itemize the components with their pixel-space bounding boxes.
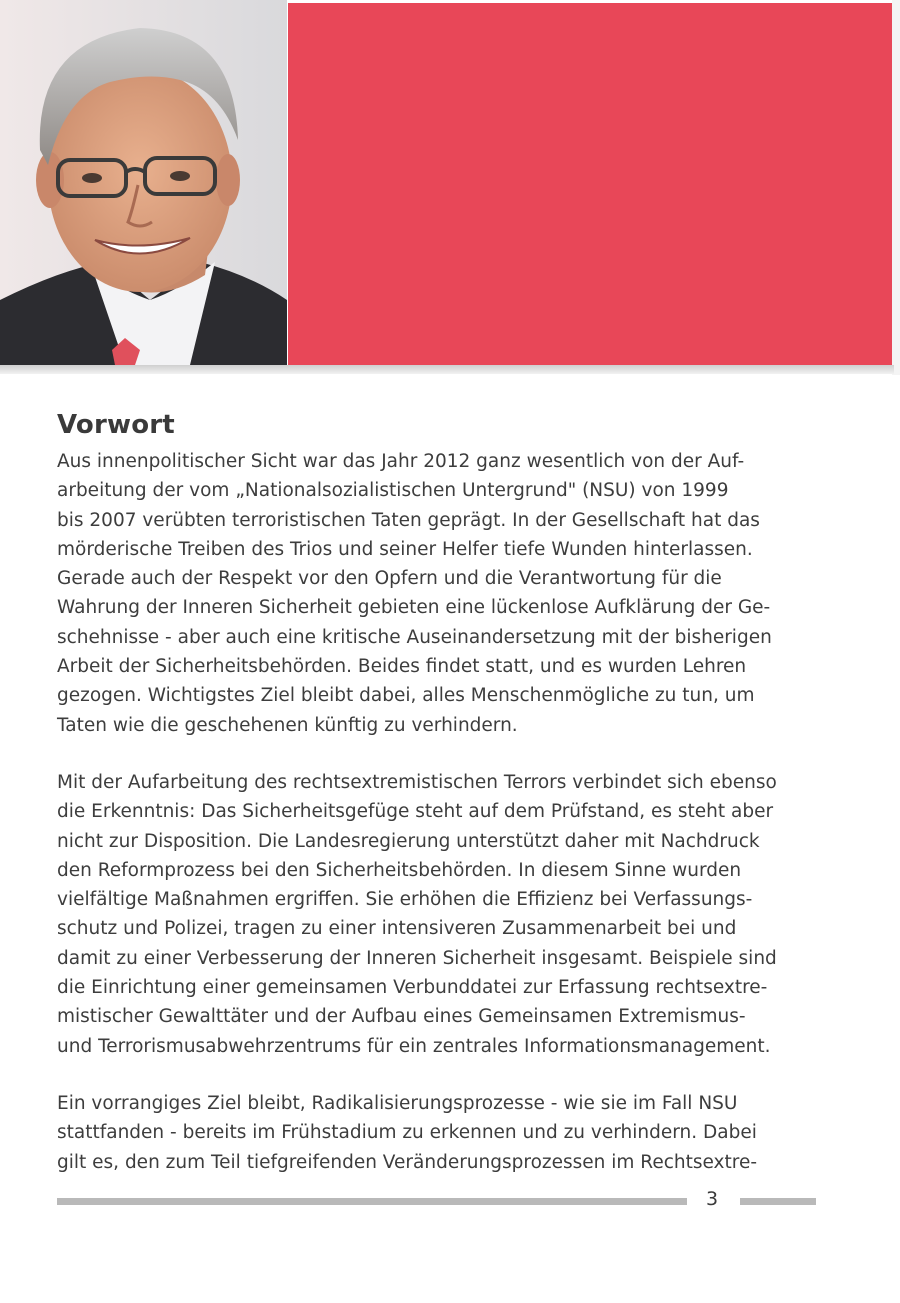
paragraph-2: [57, 768, 827, 1061]
footer-rule-right: [740, 1198, 816, 1205]
text-line: die Einrichtung einer gemeinsamen Verbunddatei zur Erfassung rechtsextre-: [57, 977, 768, 999]
text-line: bis 2007 verübten terroristischen Taten geprägt. In der Gesellschaft hat das: [57, 509, 760, 531]
text-line: vielfältige Maßnahmen ergriffen. Sie erhöhen die Effizienz bei Verfassungs-: [57, 889, 753, 911]
text-line: die Erkenntnis: Das Sicherheitsgefüge steht auf dem Prüfstand, es steht aber: [57, 801, 774, 823]
text-line: mistischer Gewalttäter und der Aufbau eines Gemeinsamen Extremismus-: [57, 1006, 746, 1028]
text-line: Arbeit der Sicherheitsbehörden. Beides findet statt, und es wurden Lehren: [57, 656, 747, 678]
page-number: 3: [705, 1188, 719, 1210]
text-line: arbeitung der vom „Nationalsozialistischen Untergrund" (NSU) von 1999: [57, 480, 729, 502]
text-line: den Reformprozess bei den Sicherheitsbehörden. In diesem Sinne wurden: [57, 859, 742, 881]
text-line: Gerade auch der Respekt vor den Opfern und die Verantwortung für die: [57, 568, 722, 590]
paragraph-3: [57, 1089, 827, 1177]
paragraph-1: [57, 447, 827, 740]
text-line: gezogen. Wichtigstes Ziel bleibt dabei, alles Menschenmögliche zu tun, um: [57, 685, 755, 707]
header-divider: [0, 365, 894, 374]
header-color-block: [288, 3, 892, 365]
text-line: nicht zur Disposition. Die Landesregierung unterstützt daher mit Nachdruck: [57, 830, 760, 852]
text-line: Ein vorrangiges Ziel bleibt, Radikalisierungsprozesse - wie sie im Fall NSU: [57, 1092, 738, 1114]
text-line: Mit der Aufarbeitung des rechtsextremistischen Terrors verbindet sich ebenso: [57, 771, 777, 793]
text-line: Wahrung der Inneren Sicherheit gebieten eine lückenlose Aufklärung der Ge-: [57, 597, 771, 619]
footer-rule-left: [57, 1198, 687, 1205]
portrait-photo: [0, 0, 287, 365]
page-title: Vorwort: [57, 410, 175, 440]
text-line: schehnisse - aber auch eine kritische Auseinandersetzung mit der bisherigen: [57, 626, 772, 648]
text-line: und Terrorismusabwehrzentrums für ein zentrales Informationsmanagement.: [57, 1035, 771, 1057]
text-line: stattfanden - bereits im Frühstadium zu erkennen und zu verhindern. Dabei: [57, 1122, 757, 1144]
text-line: gilt es, den zum Teil tiefgreifenden Veränderungsprozessen im Rechtsextre-: [57, 1151, 758, 1173]
text-line: Taten wie die geschehenen künftig zu verhindern.: [57, 714, 518, 736]
text-line: mörderische Treiben des Trios und seiner Helfer tiefe Wunden hinterlassen.: [57, 538, 753, 560]
page-edge: [892, 0, 900, 375]
text-line: damit zu einer Verbesserung der Inneren Sicherheit insgesamt. Beispiele sind: [57, 947, 777, 969]
text-line: Aus innenpolitischer Sicht war das Jahr 2012 ganz wesentlich von der Auf-: [57, 451, 745, 472]
article-body: [57, 447, 827, 1205]
text-line: schutz und Polizei, tragen zu einer intensiveren Zusammenarbeit bei und: [57, 918, 737, 940]
